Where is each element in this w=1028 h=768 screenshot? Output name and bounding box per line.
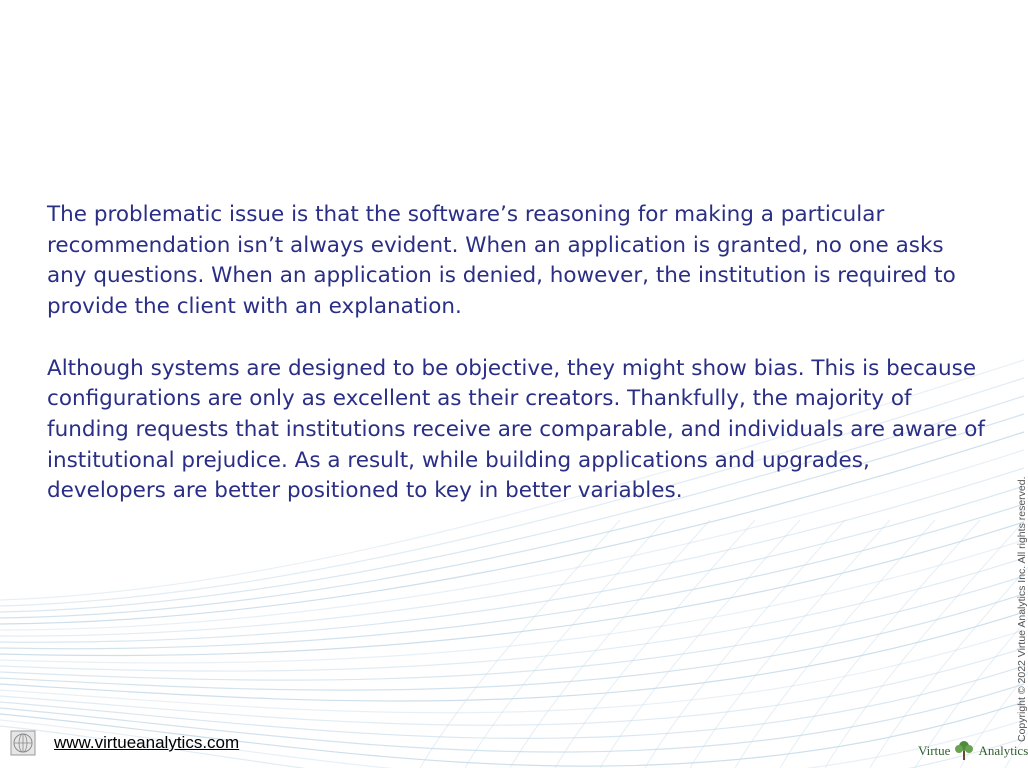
logo-text-virtue: Virtue (918, 743, 951, 758)
tree-icon (952, 739, 976, 763)
grid-line (825, 520, 1025, 768)
grid-line (915, 520, 1028, 768)
grid-line (780, 520, 980, 768)
wave-line (0, 576, 1024, 680)
wave-line (0, 504, 1024, 649)
paragraph-bias: Although systems are designed to be objective, they might show bias. This is because configurations are only as excellent as their creators. Thankfully, the majority of funding requests that institutions receive are comparable, and individuals are aware of institutional prejudice. As a result, while building applications and upgrades, developers are better positioned to key in better variables. (47, 355, 985, 504)
grid-line (420, 520, 620, 768)
grid-line (690, 520, 890, 768)
globe-icon (10, 730, 36, 756)
grid-line (510, 520, 710, 768)
paragraph-explanation: The problematic issue is that the software’s reasoning for making a particular recommendation isn’t always evident. When an application is granted, no one asks any questions. When an application is denied, however, the institution is required to provide the client with an explanation. (47, 202, 956, 320)
grid-line (870, 520, 1028, 768)
wave-line (0, 594, 1024, 690)
grid-line (555, 520, 755, 768)
website-link[interactable]: www.virtueanalytics.com (54, 733, 240, 752)
company-logo (918, 737, 1028, 765)
wave-line (0, 558, 1024, 671)
copyright-notice: Copyright © 2022 Virtue Analytics Inc. All rights reserved. (1016, 476, 1028, 742)
logo-text-analytics: Analytics (978, 743, 1028, 758)
wave-line (0, 666, 1024, 738)
main-text-body (47, 200, 987, 507)
